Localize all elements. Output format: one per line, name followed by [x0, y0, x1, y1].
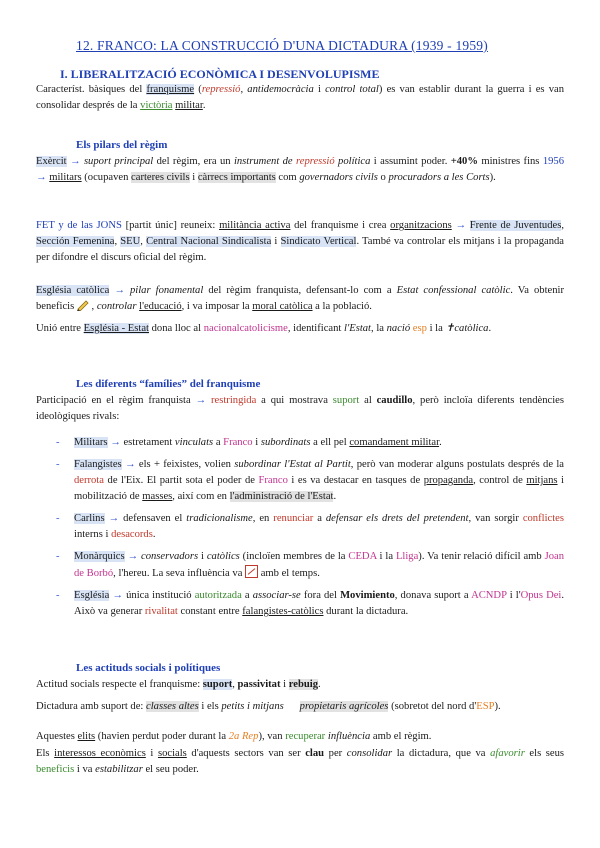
keyword: l'administració de l'Estat [229, 491, 334, 502]
keyword: beneficis [36, 764, 75, 775]
pilar-esglesia [36, 283, 564, 315]
text: amb el temps. [258, 568, 320, 579]
text: dona lloc al [148, 323, 204, 334]
keyword: Franco [258, 475, 288, 486]
text: , i va imposar la [181, 301, 253, 312]
text: al [359, 395, 377, 406]
keyword: SEU [120, 236, 141, 247]
keyword: 1956 [542, 156, 564, 167]
text: a qui mostrava [256, 395, 333, 406]
text: associar-se [252, 590, 301, 601]
text: a ell pel [310, 437, 350, 448]
text: i [252, 437, 261, 448]
keyword: propaganda [423, 475, 474, 486]
page-title: 12. FRANCO: LA CONSTRUCCIÓ D'UNA DICTADURA (1939 - 1959) [76, 38, 488, 53]
subheading-pilars: Els pilars del règim [76, 139, 168, 151]
text: , la [371, 323, 387, 334]
keyword: conflictes [522, 513, 564, 524]
text: i assumint poder. [370, 156, 451, 167]
unio-paragraph [36, 321, 564, 337]
text: Participació en el règim franquista [36, 395, 196, 406]
text: nació [386, 323, 413, 334]
text: i es va destacar en tasques de [287, 475, 424, 486]
keyword: Franco [223, 437, 253, 448]
text: el seu poder. [142, 764, 199, 775]
text: a [213, 437, 224, 448]
text: , [561, 220, 564, 231]
text: del règim franquista, defensant-lo com a [203, 285, 397, 296]
text: estretament [123, 437, 175, 448]
text: , [232, 679, 238, 690]
text: del règim, era un [153, 156, 234, 167]
text: pilar fonamental [129, 285, 204, 296]
families-intro [36, 393, 564, 425]
list-item-militars [56, 435, 564, 451]
pilar-exercit [36, 154, 564, 186]
keyword: influència [327, 731, 371, 742]
keyword: Frente de Juventudes [469, 220, 562, 231]
arrow: → [36, 172, 50, 183]
keyword: restringida [211, 395, 257, 406]
intro-paragraph [36, 82, 564, 114]
bullet-dash: - [56, 590, 60, 601]
list-item-esglesia [56, 588, 564, 620]
text: a la població. [312, 301, 372, 312]
text: subordinar l'Estat al Partit [234, 459, 351, 470]
keyword: Exèrcit [36, 156, 67, 167]
keyword: clau [305, 748, 325, 759]
keyword: Central Nacional Sindicalista [146, 236, 272, 247]
text: . Va obtenir beneficis [36, 285, 565, 312]
text: , van sorgir [468, 513, 523, 524]
bullet-dash: - [56, 513, 60, 524]
text: subordinats [260, 437, 311, 448]
list-item-falangistes [56, 457, 564, 505]
text [284, 701, 300, 712]
keyword: classes altes [146, 701, 199, 712]
arrow: → [104, 513, 124, 524]
text: . Això va generar [74, 590, 565, 617]
keyword: organitzacions [390, 220, 452, 231]
text: conservadors [141, 551, 199, 562]
arrow: → [66, 156, 84, 167]
text: els + feixistes, volien [138, 459, 235, 470]
keyword: victòria [140, 100, 173, 111]
text: . [318, 679, 321, 690]
list-item-carlins [56, 511, 564, 543]
keyword: repressió [296, 156, 335, 167]
text: amb el règim. [370, 731, 432, 742]
keyword: suport [202, 679, 233, 690]
keyword: suport [332, 395, 360, 406]
actituds-p3 [36, 729, 564, 745]
keyword: falangistes-catòlics [242, 606, 324, 617]
keyword: interessos econòmics [54, 748, 146, 759]
text: o [377, 172, 389, 183]
text: i mobilització de [74, 475, 564, 502]
keyword: renunciar [273, 513, 314, 524]
text: . També va controlar els mitjans i la propaganda per difondre el discurs oficial del règim. [36, 236, 564, 263]
keyword: antidemocràcia [247, 84, 314, 95]
text: , [140, 236, 147, 247]
text: del franquisme i crea [290, 220, 391, 231]
keyword: Lliga [395, 551, 419, 562]
text: d'aquests sectors van ser [186, 748, 306, 759]
pilar-fet [36, 218, 564, 266]
text: i la [426, 323, 446, 334]
text: Actitud socials respecte el franquisme: [36, 679, 203, 690]
keyword: Joan de Borbó [74, 551, 565, 579]
arrow: → [124, 551, 141, 562]
text: (sobretot del nord d' [388, 701, 477, 712]
text: , en [252, 513, 274, 524]
text: , [240, 84, 248, 95]
text: ministres fins [477, 156, 543, 167]
keyword: Església catòlica [36, 285, 110, 296]
text: fora del [300, 590, 341, 601]
keyword: estabilitzar [95, 764, 143, 775]
keyword: socials [157, 748, 187, 759]
text: de l'Eix. El partit sota el poder de [104, 475, 259, 486]
keyword: consolidar [346, 748, 393, 759]
text: procuradors a les Corts [388, 172, 490, 183]
keyword: militància activa [219, 220, 291, 231]
keyword: nacionalcatolicisme [203, 323, 288, 334]
text: , l'hereu. La seva influència va [113, 568, 246, 579]
bullet-dash: - [56, 551, 60, 562]
text: ), van [258, 731, 286, 742]
text: ). Va tenir relació difícil amb [418, 551, 545, 562]
keyword: repressió [201, 84, 241, 95]
keyword: Església - Estat [83, 323, 149, 334]
text: interns i [74, 529, 112, 540]
bullet-dash: - [56, 459, 60, 470]
arrow: → [109, 590, 127, 601]
keyword: comandament militar [349, 437, 440, 448]
text: Els [36, 748, 55, 759]
keyword: càrrecs importants [197, 172, 276, 183]
keyword: esp [412, 323, 427, 334]
text: política [334, 156, 371, 167]
text: [partit únic] reuneix: [121, 220, 220, 231]
text: i la [376, 551, 396, 562]
text: governadors civils [299, 172, 378, 183]
subheading-families: Les diferents “famílies” del franquisme [76, 378, 261, 390]
keyword: l'educació [139, 301, 182, 312]
families-list [56, 435, 564, 626]
text: a [241, 590, 253, 601]
keyword: derrota [74, 475, 104, 486]
keyword: desacords [111, 529, 153, 540]
keyword: elits [77, 731, 96, 742]
keyword: ESP [476, 701, 495, 712]
keyword: 2a Rep [228, 731, 259, 742]
arrow: → [109, 285, 130, 296]
text: , però incloïa diferents tendències ideològiques rivals: [36, 395, 564, 422]
text: . [152, 529, 156, 540]
text: defensaven el [123, 513, 187, 524]
keyword: Església [74, 590, 110, 601]
section-heading-text: I. LIBERALITZACIÓ ECONÒMICA I DESENVOLUPISME [60, 67, 380, 81]
text: ✝catòlica [445, 323, 489, 334]
text: ). [494, 701, 501, 712]
actituds-p1 [36, 677, 564, 693]
keyword: Opus Dei [520, 590, 562, 601]
keyword: autoritzada [194, 590, 242, 601]
text: i [313, 84, 326, 95]
text: Unió entre [36, 323, 84, 334]
text: , així com en [172, 491, 230, 502]
text: , [114, 236, 121, 247]
text: suport principal [83, 156, 154, 167]
keyword: mitjans [526, 475, 558, 486]
keyword: rivalitat [144, 606, 178, 617]
text: ( [194, 84, 202, 95]
text: i va [74, 764, 96, 775]
keyword: militars [49, 172, 82, 183]
keyword: Militars [74, 437, 108, 448]
keyword: propietaris agrícoles [299, 701, 389, 712]
keyword: Sindicato Vertical [280, 236, 357, 247]
keyword: control total [325, 84, 379, 95]
text: , control de [473, 475, 527, 486]
text: i [189, 172, 198, 183]
text: i [280, 679, 289, 690]
keyword: Falangistes [74, 459, 122, 470]
text: catòlics [206, 551, 240, 562]
text: (incloïen membres de la [239, 551, 349, 562]
text: , [88, 301, 97, 312]
subheading-actituds: Les actituds socials i polítiques [76, 662, 221, 674]
keyword: masses [142, 491, 173, 502]
text: (havien perdut poder durant la [95, 731, 229, 742]
keyword: petits i mitjans [221, 701, 284, 712]
text: única institució [126, 590, 195, 601]
text: tradicionalisme [186, 513, 253, 524]
text: . [202, 100, 206, 111]
keyword: afavorir [490, 748, 525, 759]
text: . [488, 323, 492, 334]
keyword: CEDA [348, 551, 377, 562]
text: Aquestes [36, 731, 78, 742]
keyword: Movimiento [340, 590, 395, 601]
text: ). [489, 172, 496, 183]
text: durant la dictadura. [323, 606, 409, 617]
text: controlar [96, 301, 140, 312]
text: . [333, 491, 337, 502]
keyword: Carlins [74, 513, 105, 524]
text: i [145, 748, 158, 759]
text: , donava suport a [394, 590, 472, 601]
hand-writing-icon [77, 300, 89, 311]
text: constant entre [177, 606, 243, 617]
arrow: → [451, 220, 470, 231]
arrow: → [195, 395, 211, 406]
text: i els [198, 701, 222, 712]
keyword: militar [175, 100, 203, 111]
actituds-p2 [36, 699, 564, 715]
keyword: +40% [450, 156, 478, 167]
text: la dictadura, que va [392, 748, 491, 759]
keyword: rebuig [288, 679, 319, 690]
text: vinculats [174, 437, 214, 448]
down-trend-icon [245, 565, 258, 578]
text: . [439, 437, 442, 448]
text: a [313, 513, 326, 524]
text: instrument de [233, 156, 297, 167]
text: Dictadura amb suport de: [36, 701, 147, 712]
text: , però van moderar alguns postulats després de la [350, 459, 564, 470]
text: (ocupaven [81, 172, 132, 183]
keyword: Monàrquics [74, 551, 125, 562]
arrow: → [107, 437, 124, 448]
text: i [271, 236, 281, 247]
list-item-monarquics [56, 549, 564, 582]
text: defensar els drets del pretendent [325, 513, 469, 524]
text: l'Estat [344, 323, 372, 334]
text: per [324, 748, 347, 759]
keyword: ACNDP [471, 590, 507, 601]
text: i [198, 551, 207, 562]
keyword: carteres civils [131, 172, 190, 183]
arrow: → [121, 459, 139, 470]
text: ) es van establir durant la guerra i es van consolidar després de la [36, 84, 564, 111]
text: Estat confessional catòlic [396, 285, 511, 296]
text: i l' [506, 590, 521, 601]
text: Característ. bàsiques del [36, 84, 147, 95]
text: com [275, 172, 300, 183]
section-heading [60, 66, 380, 82]
keyword: caudillo [376, 395, 413, 406]
keyword: moral catòlica [252, 301, 313, 312]
text: , identificant [287, 323, 345, 334]
keyword: passivitat [237, 679, 281, 690]
keyword: franquisme [146, 84, 195, 95]
text: els seus [524, 748, 565, 759]
keyword: Sección Femenina [36, 236, 115, 247]
actituds-p4 [36, 746, 564, 778]
keyword: recuperar [285, 731, 326, 742]
bullet-dash: - [56, 437, 60, 448]
keyword: FET y de las JONS [36, 220, 122, 231]
